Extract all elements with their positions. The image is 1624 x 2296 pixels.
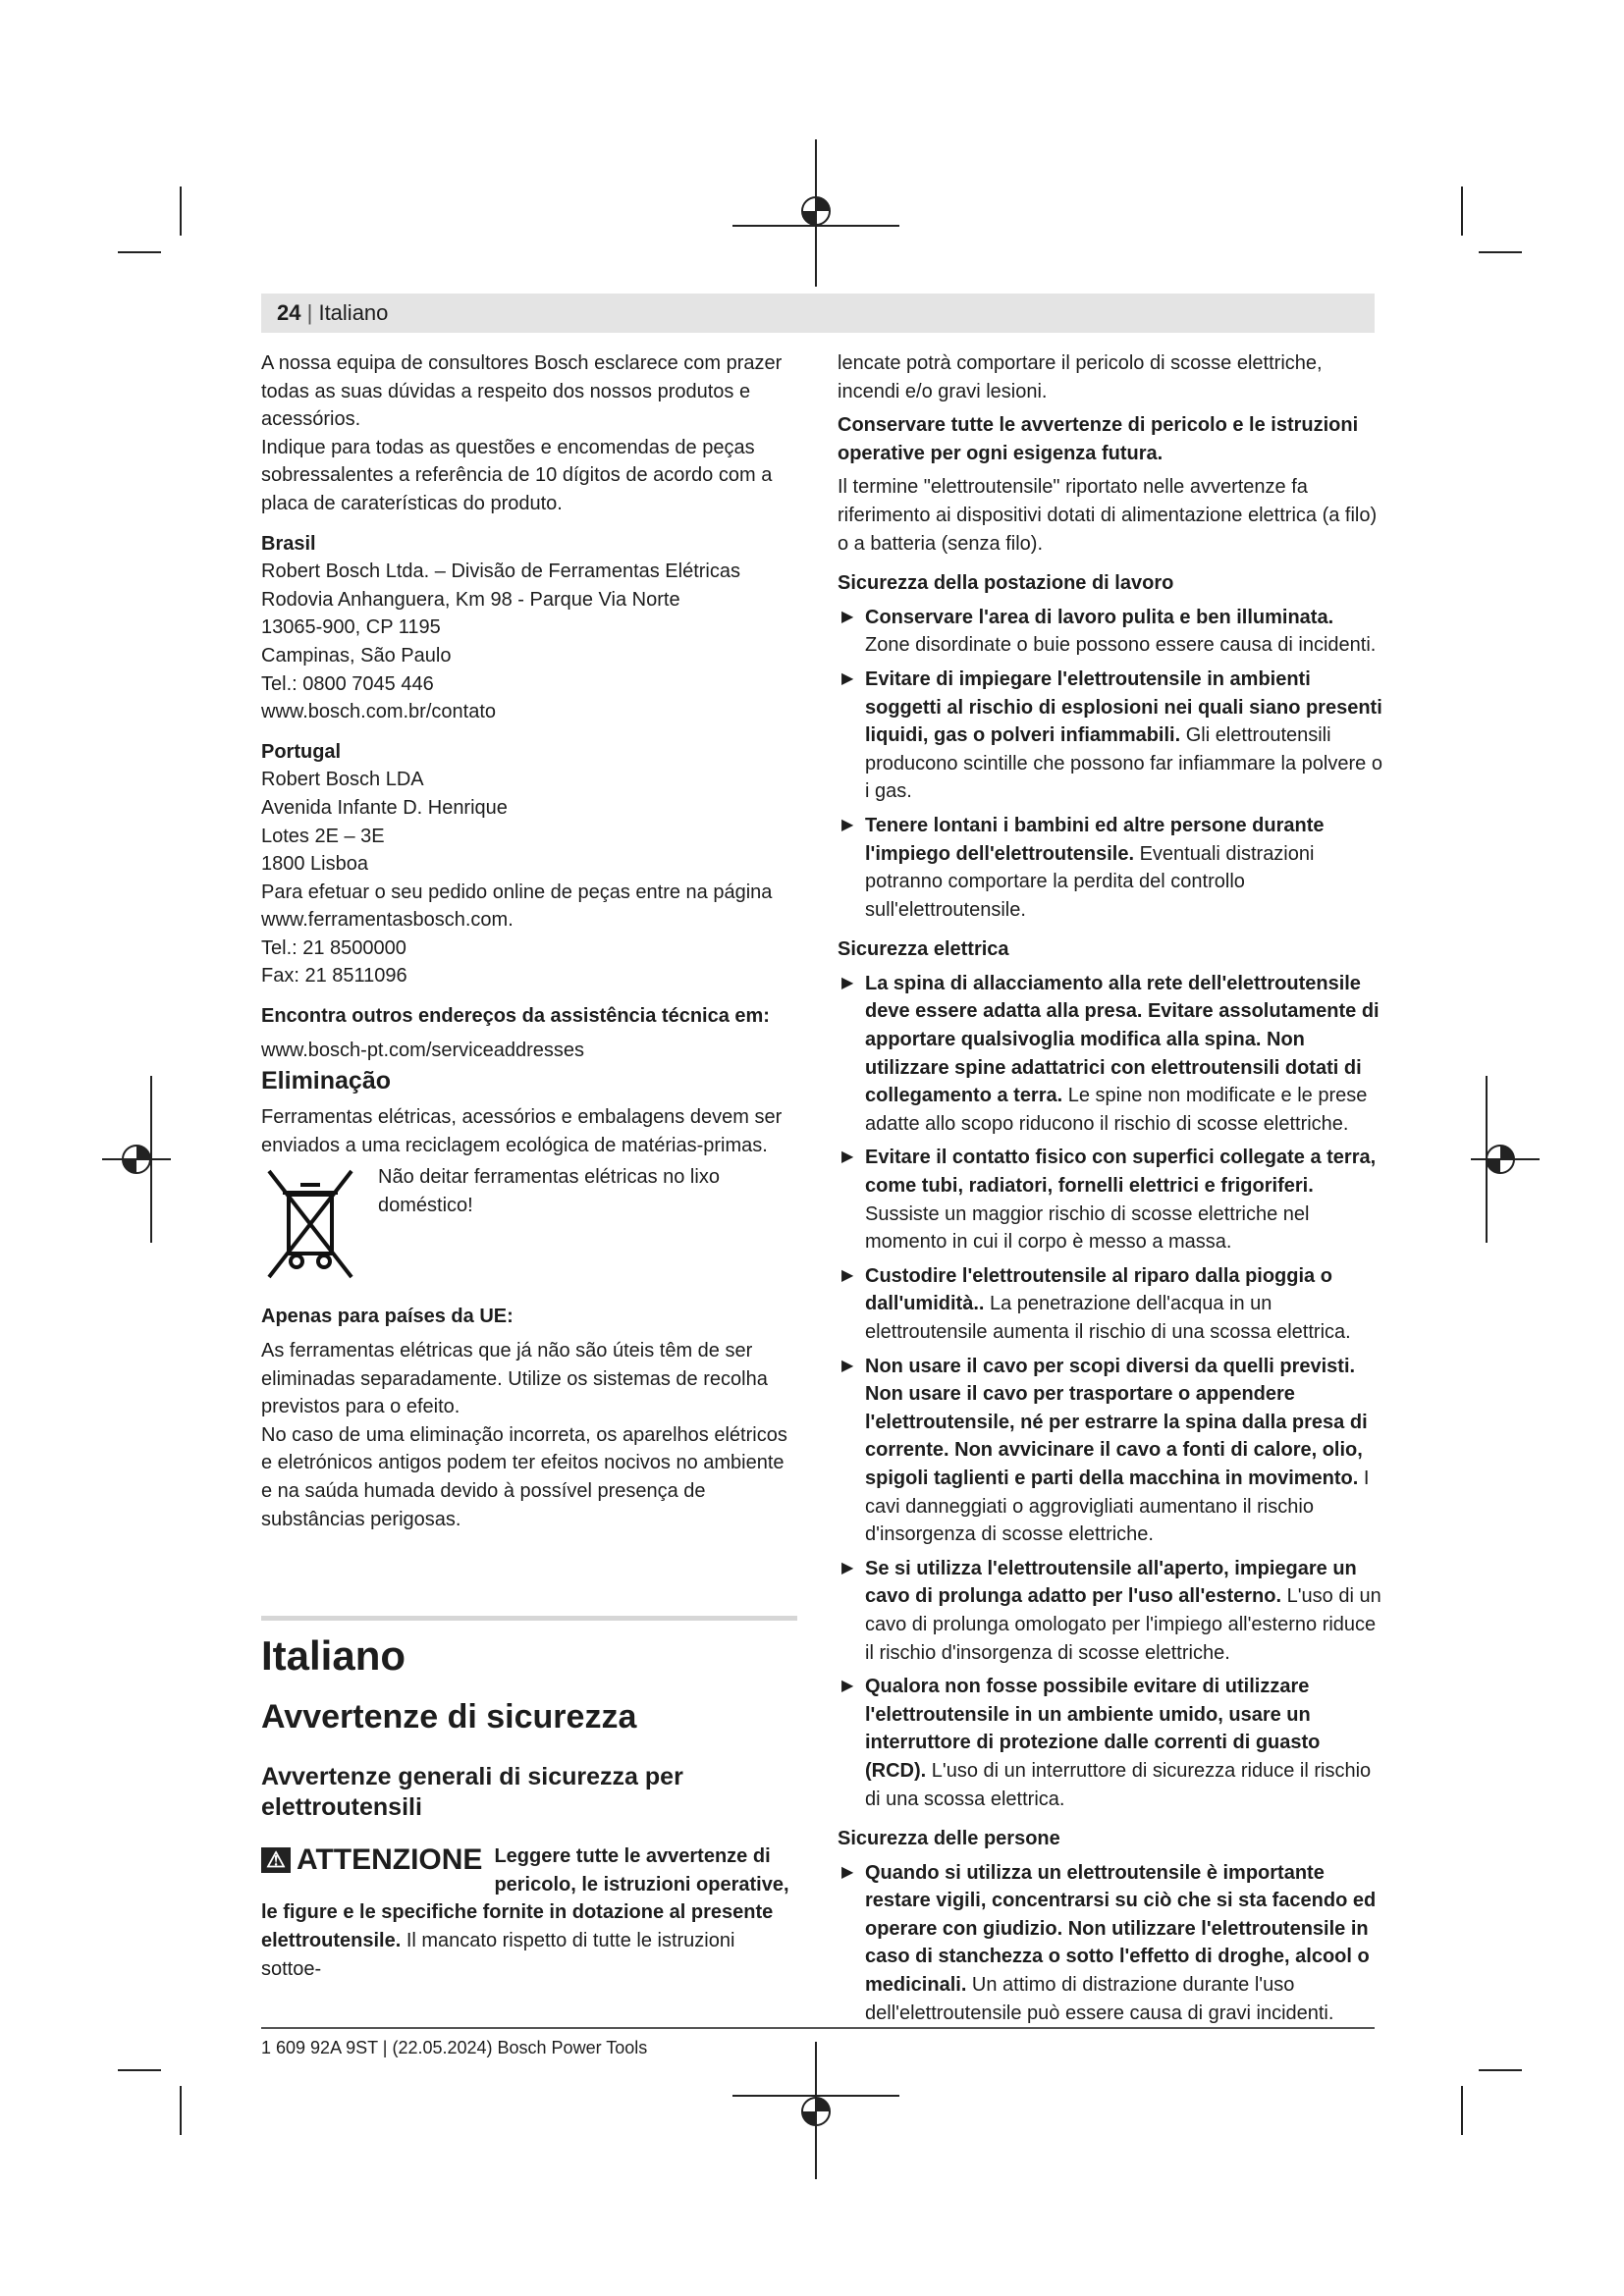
- list-item: ▶ La spina di allacciamento alla rete dell'elettroutensile deve essere adatta alla presa. Evitare assolutamente di apportare qualsivoglia modifica alla spina. Non utilizzare spine adattatrici con elettroutensili dotati di collegamento a terra. Le spine non modificate e le prese adatte allo scopo riducono il rischio di scosse elettriche.: [838, 970, 1382, 1139]
- other-addresses-title: Encontra outros endereços da assistência técnica em:: [261, 1005, 770, 1028]
- bullet-triangle-icon: ▶: [841, 669, 854, 687]
- crossed-out-bin-icon: [261, 1167, 359, 1281]
- registration-mark-icon: [102, 1076, 171, 1243]
- bullet-list: [838, 1859, 1382, 2028]
- bullet-list: [838, 970, 1382, 1813]
- brasil-title: Brasil: [261, 532, 316, 555]
- bullet-triangle-icon: ▶: [841, 974, 854, 991]
- address-line: Robert Bosch Ltda. – Divisão de Ferramentas Elétricas: [261, 561, 740, 583]
- list-item: ▶ Se si utilizza l'elettroutensile all'aperto, impiegare un cavo di prolunga adatto per l'uso all'esterno. L'uso di un cavo di prolunga omologato per l'impiego all'esterno riduce il rischio d'insorgenza di scosse elettriche.: [838, 1555, 1382, 1667]
- bullet-triangle-icon: ▶: [841, 1863, 854, 1881]
- section-title: Sicurezza elettrica: [838, 938, 1009, 961]
- address-line: Avenida Infante D. Henrique: [261, 796, 508, 819]
- crop-mark: [1479, 251, 1522, 253]
- eliminacao-heading: Eliminação: [261, 1067, 391, 1095]
- list-item: ▶ Non usare il cavo per scopi diversi da quelli previsti. Non usare il cavo per trasportare o appendere l'elettroutensile, né per estrarre la spina dalla presa di corrente. Non avvicinare il cavo a fonti di calore, olio, spigoli taglienti e parti della macchina in movimento. I cavi danneggiati o aggrovigliati aumentano il rischio d'insorgenza di scosse elettriche.: [838, 1353, 1382, 1549]
- bin-text: Não deitar ferramentas elétricas no lixo doméstico!: [378, 1166, 720, 1217]
- list-item: ▶ Conservare l'area di lavoro pulita e ben illuminata. Zone disordinate o buie possono essere causa di incidenti.: [838, 604, 1382, 660]
- address-line: 1800 Lisboa: [261, 853, 368, 876]
- list-item: ▶ Evitare di impiegare l'elettroutensile in ambienti soggetti al rischio di esplosioni nei quali siano presenti liquidi, gas o polveri infiammabili. Gli elettroutensili producono scintille che possono far infiammare la polvere o i gas.: [838, 666, 1382, 806]
- disposal-block: [261, 1163, 797, 1281]
- address-line: Rodovia Anhanguera, Km 98 - Parque Via Norte: [261, 588, 680, 611]
- italiano-heading: Italiano: [261, 1632, 406, 1680]
- list-item: ▶ Custodire l'elettroutensile al riparo dalla pioggia o dall'umidità.. La penetrazione dell'acqua in un elettroutensile aumenta il rischio di una scossa elettrica.: [838, 1262, 1382, 1347]
- left-column: [261, 349, 797, 1983]
- paragraph: Il termine "elettroutensile" riportato nelle avvertenze fa riferimento ai dispositivi dotati di alimentazione elettrica (a filo) o a batteria (senza filo).: [838, 476, 1378, 555]
- service-addresses-link[interactable]: www.bosch-pt.com/serviceaddresses: [261, 1039, 585, 1061]
- footer-rule: [261, 2027, 1375, 2029]
- list-item: ▶ Evitare il contatto fisico con superfici collegate a terra, come tubi, radiatori, fornelli elettrici e frigoriferi. Sussiste un maggior rischio di scosse elettriche nel momento in cui il corpo è messo a massa.: [838, 1144, 1382, 1255]
- paragraph: lencate potrà comportare il pericolo di scosse elettriche, incendi e/o gravi lesioni.: [838, 352, 1323, 402]
- address-line: Campinas, São Paulo: [261, 644, 452, 667]
- warning-badge: [261, 1842, 482, 1878]
- address-line: Para efetuar o seu pedido online de peças entre na página www.ferramentasbosch.com.: [261, 881, 773, 932]
- paragraph: Ferramentas elétricas, acessórios e embalagens devem ser enviados a uma reciclagem ecológica de matérias-primas.: [261, 1106, 783, 1156]
- bullet-list: [838, 604, 1382, 925]
- warning-label: ATTENZIONE: [297, 1843, 483, 1877]
- registration-mark-icon: [732, 139, 899, 287]
- bullet-triangle-icon: ▶: [841, 1148, 854, 1166]
- crop-mark: [1479, 2069, 1522, 2071]
- crop-mark: [118, 2069, 161, 2071]
- generali-heading: Avvertenze generali di sicurezza per elettroutensili: [261, 1763, 683, 1822]
- address-line: Robert Bosch LDA: [261, 769, 424, 791]
- address-line: Fax: 21 8511096: [261, 965, 407, 988]
- avvertenze-heading: Avvertenze di sicurezza: [261, 1698, 637, 1736]
- conservare-text: Conservare tutte le avvertenze di pericolo e le istruzioni operative per ogni esigenza futura.: [838, 414, 1359, 464]
- address-line: 13065-900, CP 1195: [261, 616, 441, 639]
- eu-title: Apenas para países da UE:: [261, 1306, 514, 1328]
- crop-mark: [180, 2086, 182, 2135]
- section-title: Sicurezza delle persone: [838, 1828, 1060, 1850]
- bullet-triangle-icon: ▶: [841, 1559, 854, 1576]
- crop-mark: [118, 251, 161, 253]
- address-line: Tel.: 0800 7045 446: [261, 672, 434, 695]
- paragraph: No caso de uma eliminação incorreta, os aparelhos elétricos e eletrónicos antigos podem ter efeitos nocivos no ambiente e na saúda humada devido à possível presença de substâncias perigosas.: [261, 1423, 787, 1530]
- page-header: 24 | Italiano: [261, 294, 1375, 333]
- right-column: [838, 349, 1382, 2027]
- bullet-triangle-icon: ▶: [841, 1266, 854, 1284]
- page-footer: 1 609 92A 9ST | (22.05.2024) Bosch Power Tools: [261, 2038, 648, 2057]
- address-line: www.bosch.com.br/contato: [261, 701, 496, 723]
- header-language: Italiano: [318, 300, 389, 325]
- paragraph: A nossa equipa de consultores Bosch esclarece com prazer todas as suas dúvidas a respeito dos nossos produtos e acessórios.: [261, 352, 783, 431]
- list-item: ▶ Qualora non fosse possibile evitare di utilizzare l'elettroutensile in un ambiente umido, usare un interruttore di protezione dalle correnti di guasto (RCD). L'uso di un interruttore di sicurezza riduce il rischio di una scossa elettrica.: [838, 1673, 1382, 1813]
- bullet-triangle-icon: ▶: [841, 1678, 854, 1695]
- portugal-title: Portugal: [261, 740, 342, 763]
- registration-mark-icon: [732, 2042, 899, 2179]
- warning-triangle-icon: ⚠: [261, 1847, 291, 1873]
- section-title: Sicurezza della postazione di lavoro: [838, 572, 1174, 595]
- paragraph: As ferramentas elétricas que já não são úteis têm de ser eliminadas separadamente. Utilize os sistemas de recolha previstos para o efeito.: [261, 1340, 768, 1418]
- bullet-triangle-icon: ▶: [841, 816, 854, 833]
- address-line: Tel.: 21 8500000: [261, 936, 406, 959]
- section-divider: [261, 1616, 797, 1621]
- address-line: Lotes 2E – 3E: [261, 825, 385, 847]
- registration-mark-icon: [1471, 1076, 1540, 1243]
- warning-normal-text: Il mancato rispetto di tutte le istruzioni sottoe-: [261, 1929, 735, 1980]
- warning-bold-text: Leggere tutte le avvertenze di pericolo, le istruzioni operative, le figure e le specifiche fornite in dotazione al presente elettroutensile.: [261, 1845, 789, 1951]
- crop-mark: [180, 187, 182, 236]
- list-item: ▶ Tenere lontani i bambini ed altre persone durante l'impiego dell'elettroutensile. Eventuali distrazioni potranno comportare la perdita del controllo sull'elettroutensile.: [838, 812, 1382, 924]
- paragraph: Indique para todas as questões e encomendas de peças sobressalentes a referência de 10 dígitos de acordo com a placa de caraterísticas do produto.: [261, 436, 773, 514]
- bullet-triangle-icon: ▶: [841, 608, 854, 625]
- bullet-triangle-icon: ▶: [841, 1357, 854, 1374]
- crop-mark: [1461, 2086, 1463, 2135]
- crop-mark: [1461, 187, 1463, 236]
- list-item: ▶ Quando si utilizza un elettroutensile è importante restare vigili, concentrarsi su ciò che si sta facendo ed operare con giudizio. Non utilizzare l'elettroutensile in caso di stanchezza o sotto l'effetto di droghe, alcool o medicinali. Un attimo di distrazione durante l'uso dell'elettroutensile può essere causa di gravi incidenti.: [838, 1859, 1382, 2028]
- warning-block: [261, 1842, 797, 1983]
- page-number: 24: [277, 300, 301, 325]
